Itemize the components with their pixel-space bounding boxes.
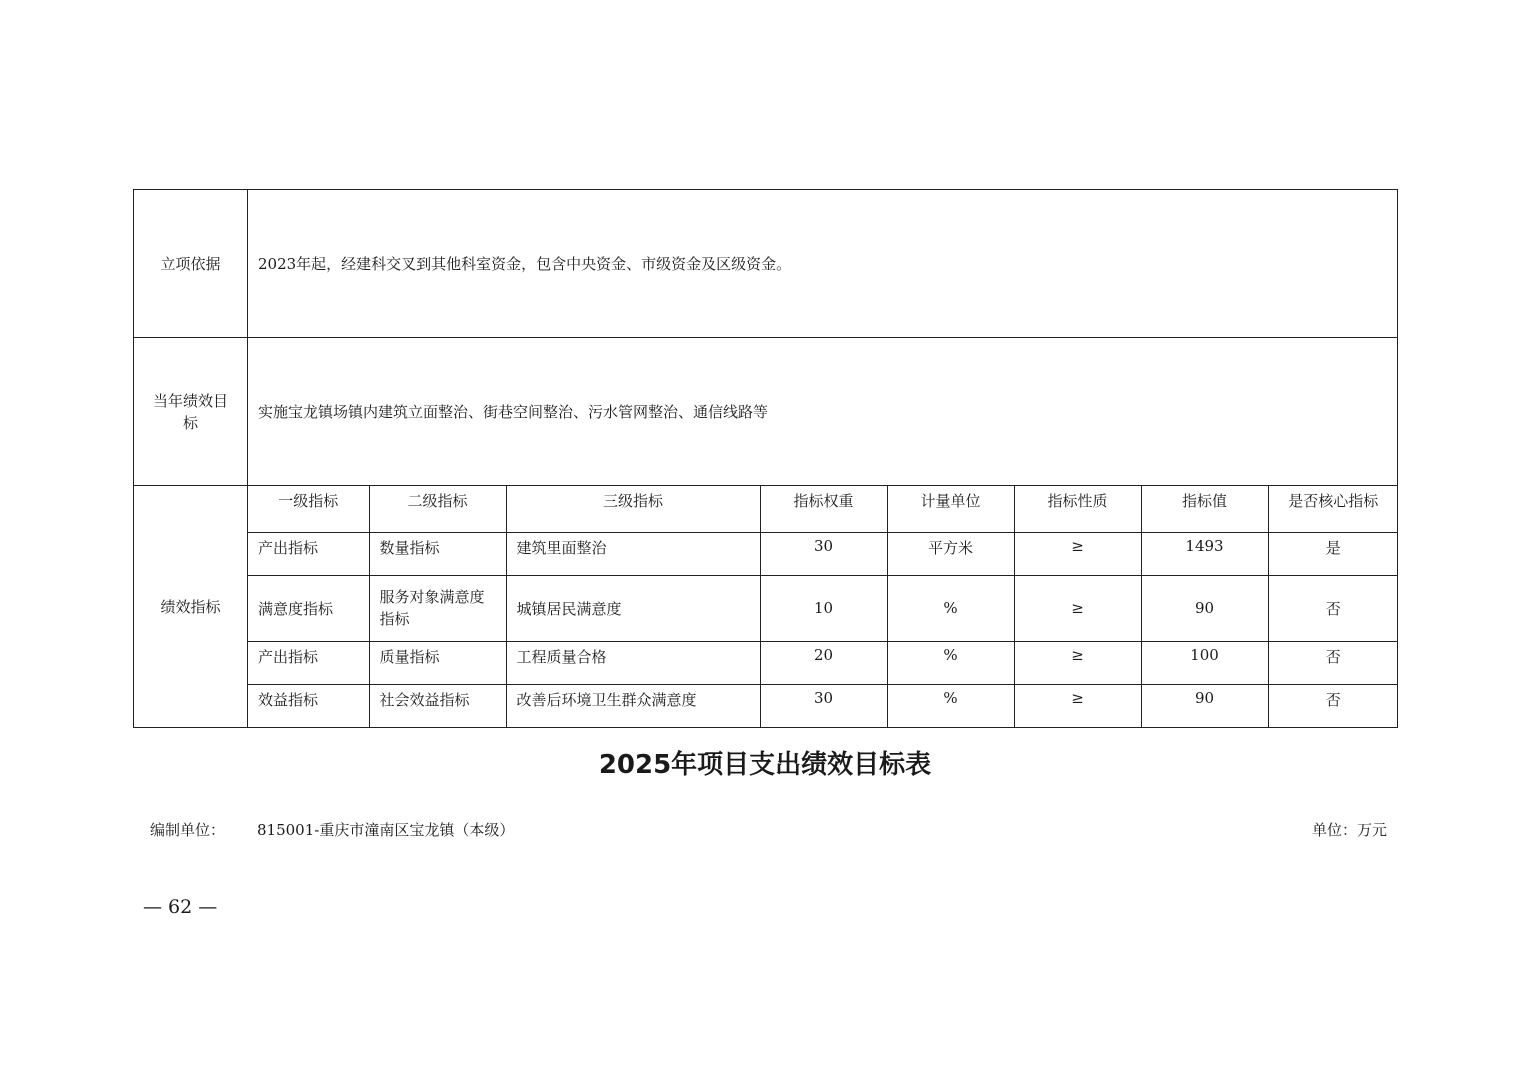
table-cell: 数量指标	[369, 532, 506, 575]
table-cell: 平方米	[887, 532, 1014, 575]
table-cell: %	[887, 641, 1014, 684]
header-cell: 二级指标	[369, 486, 506, 532]
currency-unit: 单位：万元	[1311, 821, 1387, 839]
table-cell: 产出指标	[248, 532, 369, 575]
table-cell: 城镇居民满意度	[506, 575, 760, 641]
table-row	[248, 684, 1398, 727]
table-cell: 社会效益指标	[369, 684, 506, 727]
indicators-table	[248, 486, 1398, 727]
document-title: 2025年项目支出绩效目标表	[598, 750, 932, 780]
table-cell: 产出指标	[248, 641, 369, 684]
table-cell: 否	[1268, 684, 1398, 727]
table-cell: 工程质量合格	[506, 641, 760, 684]
table-cell: 1493	[1141, 532, 1268, 575]
goal-label-line1: 当年绩效目	[152, 391, 228, 410]
table-row	[248, 641, 1398, 684]
table-cell: 建筑里面整治	[506, 532, 760, 575]
header-cell: 指标权重	[760, 486, 887, 532]
table-cell: 效益指标	[248, 684, 369, 727]
header-cell: 三级指标	[506, 486, 760, 532]
unit-value: 815001-重庆市潼南区宝龙镇（本级）	[257, 821, 515, 839]
table-cell: %	[887, 684, 1014, 727]
table-row	[248, 532, 1398, 575]
table-row	[248, 575, 1398, 641]
basis-label: 立项依据	[134, 190, 248, 338]
table-cell: 满意度指标	[248, 575, 369, 641]
indicators-header-row	[248, 486, 1398, 532]
indicators-row	[134, 486, 1398, 728]
table-cell: 否	[1268, 641, 1398, 684]
page-number: — 62 —	[143, 896, 218, 918]
basis-row	[134, 190, 1398, 338]
basis-text: 2023年起，经建科交叉到其他科室资金，包含中央资金、市级资金及区级资金。	[248, 190, 1398, 338]
header-cell: 指标性质	[1014, 486, 1141, 532]
header-cell: 计量单位	[887, 486, 1014, 532]
table-cell: 质量指标	[369, 641, 506, 684]
table-cell: ≥	[1014, 575, 1141, 641]
goal-row	[134, 338, 1398, 486]
table-cell: ≥	[1014, 684, 1141, 727]
goal-label	[134, 338, 248, 486]
header-cell: 一级指标	[248, 486, 369, 532]
table-cell: 改善后环境卫生群众满意度	[506, 684, 760, 727]
table-cell: 100	[1141, 641, 1268, 684]
table-cell: 否	[1268, 575, 1398, 641]
header-cell: 指标值	[1141, 486, 1268, 532]
unit-label: 编制单位：	[150, 821, 226, 839]
indicators-cell	[248, 486, 1398, 728]
goal-text: 实施宝龙镇场镇内建筑立面整治、街巷空间整治、污水管网整治、通信线路等	[248, 338, 1398, 486]
table-cell: 30	[760, 684, 887, 727]
indicators-label: 绩效指标	[134, 486, 248, 728]
table-cell: ≥	[1014, 641, 1141, 684]
table-cell: %	[887, 575, 1014, 641]
table-cell: 90	[1141, 684, 1268, 727]
table-cell: ≥	[1014, 532, 1141, 575]
table-cell: 20	[760, 641, 887, 684]
goal-label-line2: 标	[182, 413, 198, 432]
project-info-table	[133, 189, 1398, 728]
table-cell: 是	[1268, 532, 1398, 575]
table-cell: 10	[760, 575, 887, 641]
header-cell: 是否核心指标	[1268, 486, 1398, 532]
table-cell: 服务对象满意度指标	[369, 575, 506, 641]
table-cell: 90	[1141, 575, 1268, 641]
table-cell: 30	[760, 532, 887, 575]
